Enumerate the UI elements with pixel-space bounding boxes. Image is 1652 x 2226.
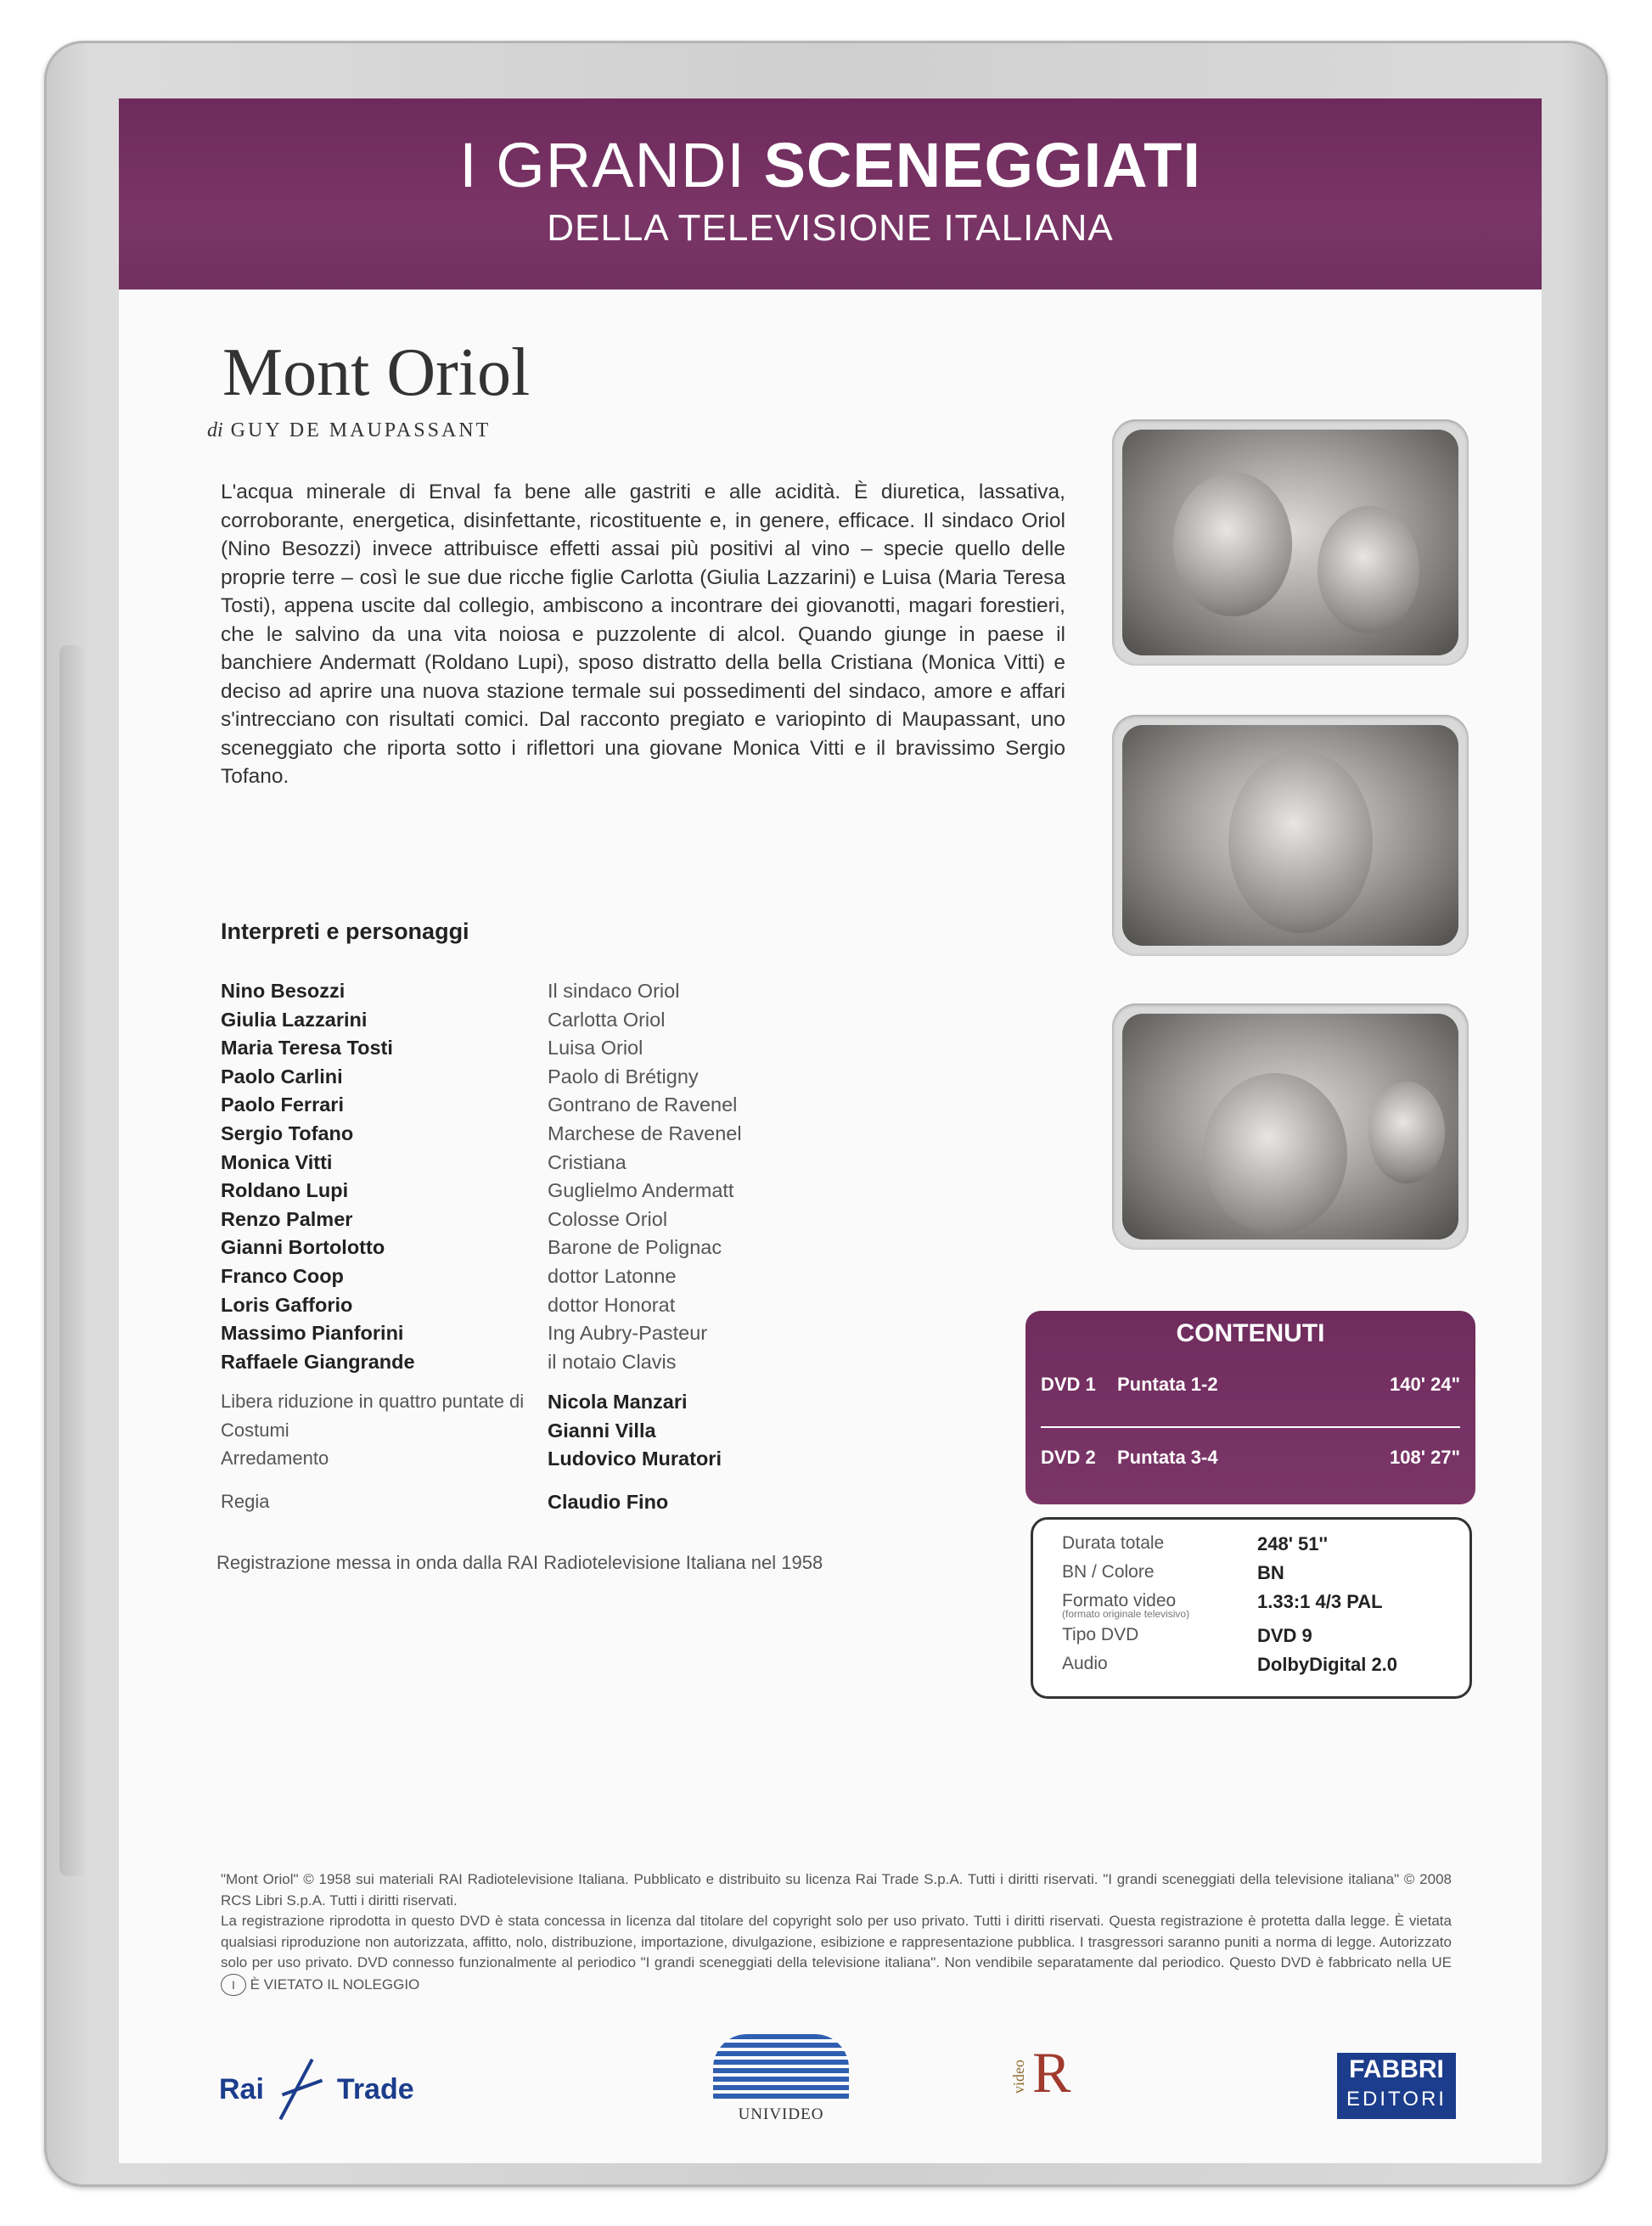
cast-row: Giulia Lazzarini Carlotta Oriol [221, 1008, 666, 1031]
still-image [1122, 430, 1458, 655]
cast-row: Paolo Ferrari Gontrano de Ravenel [221, 1093, 738, 1116]
author: di GUY DE MAUPASSANT [207, 419, 492, 441]
univideo-stripes-icon [713, 2034, 849, 2102]
divider [1041, 1426, 1460, 1428]
crew-row: Libera riduzione in quattro puntate di Nicola Manzari [221, 1391, 688, 1413]
crew-list [221, 1391, 900, 1476]
series-title: I GRANDI SCENEGGIATI [459, 130, 1201, 200]
cast-row: Sergio Tofano Marchese de Ravenel [221, 1121, 742, 1144]
rai-trade-logo: Rai Trade [219, 2055, 414, 2123]
cast-heading: Interpreti e personaggi [221, 919, 469, 944]
cast-row: Gianni Bortolotto Barone de Polignac [221, 1236, 722, 1259]
rai-trade-mark-icon [271, 2055, 330, 2123]
contents-row: DVD 1 Puntata 1-2 140' 24" [1041, 1374, 1460, 1395]
logo-strip [119, 2009, 1542, 2128]
fabbri-editori-logo: FABBRI EDITORI [1337, 2053, 1456, 2119]
series-header [119, 98, 1542, 289]
spec-row: Durata totale 248' 51'' [1062, 1533, 1328, 1554]
still-frame-1 [1112, 419, 1469, 666]
still-frame-2 [1112, 715, 1469, 956]
cast-row: Roldano Lupi Guglielmo Andermatt [221, 1179, 734, 1202]
crew-row: Costumi Gianni Villa [221, 1419, 656, 1442]
spec-row: BN / Colore BN [1062, 1562, 1284, 1583]
contents-title: CONTENUTI [1176, 1319, 1325, 1347]
broadcast-note: Registrazione messa in onda dalla RAI Radiotelevisione Italiana nel 1958 [216, 1552, 823, 1573]
cast-row: Franco Coop dottor Latonne [221, 1264, 677, 1287]
cast-row: Maria Teresa Tosti Luisa Oriol [221, 1037, 643, 1060]
cast-row: Renzo Palmer Colosse Oriol [221, 1207, 668, 1230]
legal-notice: "Mont Oriol" © 1958 sui materiali RAI Radiotelevisione Italiana. Pubblicato e distribuito su licenza Rai Trade S.p.A. Tutti i diritti riservati. "I grandi sceneggiati della televisione italiana" © 2008 RCS Libri S.p.A. Tutti i diritti riservati. La registrazione riprodotta in questo DVD è stata concessa in licenza dal titolare del copyright solo per uso privato. Tutti i diritti riservati. Questa registrazione è protetta dalla legge. È vietata qualsiasi riproduzione non autorizzata, affitto, nolo, distribuzione, importazione, divulgazione, esibizione e rappresentazione pubblica. I trasgressori saranno puniti a norma di legge. Autorizzato solo per uso privato. DVD connesso funzionalmente al periodico "I grandi sceneggiati della televisione italiana". Non vendibile separatamente dal periodico. Questo DVD è fabbricato nella UE I È VIETATO IL NOLEGGIO [221, 1869, 1452, 1996]
contents-row: DVD 2 Puntata 3-4 108' 27" [1041, 1447, 1460, 1468]
tech-specs-box [1031, 1517, 1472, 1699]
director: Regia Claudio Fino [221, 1491, 669, 1513]
cast-row: Nino Besozzi Il sindaco Oriol [221, 980, 680, 1002]
series-subtitle: DELLA TELEVISIONE ITALIANA [547, 207, 1114, 249]
spec-row: Tipo DVD DVD 9 [1062, 1625, 1312, 1646]
ue-badge: I [221, 1974, 246, 1997]
univideo-logo: UNIVIDEO [713, 2034, 849, 2124]
cast-row: Massimo Pianforini Ing Aubry-Pasteur [221, 1322, 708, 1345]
spec-row: Audio DolbyDigital 2.0 [1062, 1654, 1398, 1675]
video-r-logo: video R [1010, 2040, 1071, 2105]
contents-box [1025, 1311, 1475, 1504]
cast-row: Loris Gafforio dottor Honorat [221, 1293, 676, 1316]
cast-row: Monica Vitti Cristiana [221, 1150, 627, 1173]
still-frame-3 [1112, 1003, 1469, 1250]
case-hinge [59, 645, 85, 1876]
crew-row: Arredamento Ludovico Muratori [221, 1447, 722, 1470]
cast-row: Raffaele Giangrande il notaio Clavis [221, 1350, 677, 1373]
back-cover [119, 98, 1542, 2163]
cast-row: Paolo Carlini Paolo di Brétigny [221, 1065, 699, 1088]
cast-list [221, 980, 900, 1379]
synopsis: L'acqua minerale di Enval fa bene alle gastriti e alle acidità. È diuretica, lassativa, corroborante, energetica, disinfettante, ricostituente e, in genere, efficace. Il sindaco Oriol (Nino Besozzi) invece attribuisce effetti assai più positivi al vino – specie quello delle proprie terre – così le sue due ricche figlie Carlotta (Giulia Lazzarini) e Luisa (Maria Teresa Tosti), appena uscite dal collegio, ambiscono a incontrare dei giovanotti, magari forestieri, che le salvino da una vita noiosa e puzzolente di alcol. Quando giunge in paese il banchiere Andermatt (Roldano Lupi), sposo distratto della bella Cristiana (Monica Vitti) e deciso ad aprire una nuova stazione termale sui possedimenti del sindaco, amore e affari s'intrecciano con risultati comici. Dal racconto pregiato e variopinto di Maupassant, uno sceneggiato che riporta sotto i riflettori una giovane Monica Vitti e il bravissimo Sergio Tofano. [221, 481, 1065, 788]
spec-subnote: (formato originale televisivo) [1062, 1608, 1190, 1620]
still-image [1122, 1014, 1458, 1239]
still-image [1122, 725, 1458, 946]
film-title: Mont Oriol [222, 335, 531, 410]
spec-row: Formato video 1.33:1 4/3 PAL [1062, 1591, 1383, 1612]
